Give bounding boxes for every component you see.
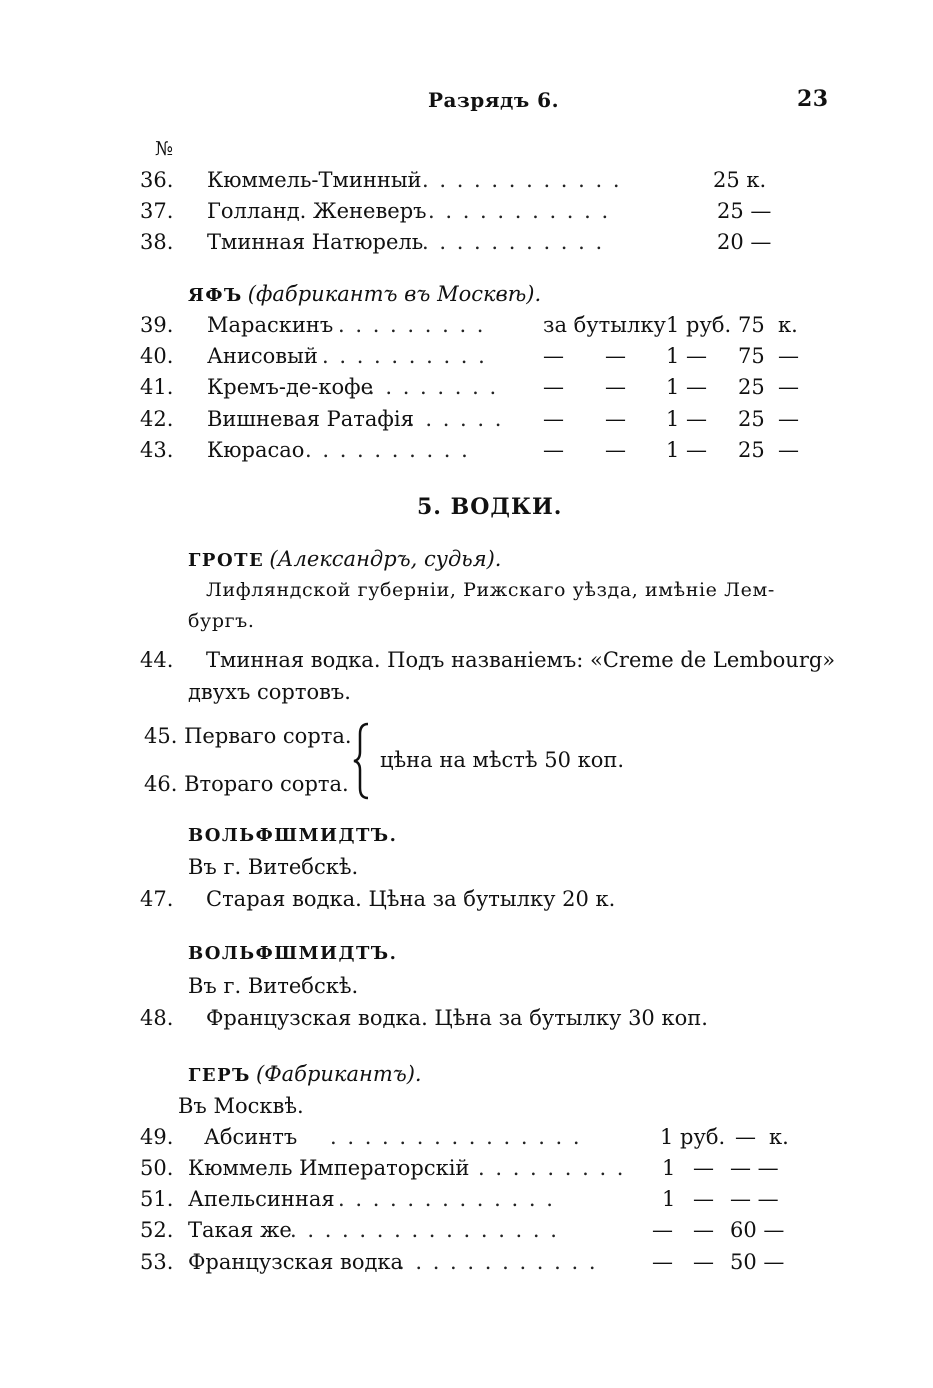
brace-price-note: цѣна на мѣстѣ 50 коп. [380,748,625,772]
item-number: 47. [140,887,174,911]
leader-dots: . . . . . . . . . [478,1156,626,1180]
item-number: 38. [140,230,174,254]
item-description: Старая водка. Цѣна за бутылку 20 к. [206,887,616,911]
item-name: Такая же [188,1218,292,1242]
price-kop: 75 [738,313,765,337]
producer-name: ГЕРЪ [188,1065,251,1086]
price-col: — [693,1250,714,1274]
leader-dots: . . . . . . . . . . . . . [338,1187,555,1211]
ditto-mark: — [605,344,626,368]
item-description: Французская водка. Цѣна за бутылку 30 коп. [206,1006,708,1030]
item-number: 40. [140,344,174,368]
price-suffix: к. [778,313,798,337]
item-name: Французская водка [188,1250,404,1274]
brace-icon [352,722,374,800]
section-title: 5. ВОДКИ. [417,494,563,520]
price-rub: 1 — [666,407,708,431]
price-suffix: — [778,438,799,462]
unit-label: за бутылку [543,313,666,337]
numero-sign: № [155,138,173,160]
item-number: 43. [140,438,174,462]
price-col: — [693,1156,714,1180]
ditto-mark: — [605,438,626,462]
leader-dots: . . . . . . . . [368,375,499,399]
price-rub: 1 руб. [660,1125,726,1149]
item-name: Кюммель-Тминный [207,168,422,192]
item-name: Тминная Натюрель [207,230,424,254]
item-name: Вишневая Ратафія [207,407,414,431]
item-number: 52. [140,1218,174,1242]
price-suffix: 60 — [730,1218,785,1242]
ditto-mark: — [605,375,626,399]
leader-dots: . . . . . . . . . . . [422,230,605,254]
address-line: бургъ. [188,610,255,632]
price-kop: 25 [738,375,765,399]
item-name: Кремъ-де-кофе [207,375,374,399]
price-rub: 1 [662,1156,676,1180]
item-number: 50. [140,1156,174,1180]
price-rub: 1 — [666,375,708,399]
price-rub: 1 руб. [666,313,732,337]
ditto-mark: — [543,375,564,399]
leader-dots: . . . . . . . . . . . . [422,168,622,192]
price-rub: 1 [662,1187,676,1211]
item-number: 53. [140,1250,174,1274]
ditto-mark: — [605,407,626,431]
producer-name: ВОЛЬФШМИДТЪ. [188,943,398,964]
price-col: — [735,1125,756,1149]
item-number: 37. [140,199,174,223]
leader-dots: . . . . . . . . . . . . . . . [330,1125,582,1149]
price-rub: — [652,1218,673,1242]
producer-heading-yaf [188,284,541,305]
producer-heading-ger [188,1064,422,1085]
running-header: Разрядъ 6. [428,88,560,112]
item-description: Тминная водка. Подъ названіемъ: «Creme de Lembourg» [206,648,836,672]
producer-name: ГРОТЕ [188,550,265,571]
leader-dots: . . . . . . [408,407,504,431]
price-suffix: к. [769,1125,789,1149]
price-kop: 25 [738,407,765,431]
price-rub: 1 — [666,438,708,462]
ditto-mark: — [543,344,564,368]
price-suffix: — [778,375,799,399]
item-number: 51. [140,1187,174,1211]
producer-name: ВОЛЬФШМИДТЪ. [188,825,398,846]
leader-dots: . . . . . . . . . . [305,438,470,462]
producer-city: Въ г. Витебскѣ. [188,974,359,998]
address-line: Лифляндской губерніи, Рижскаго уѣзда, имѣніе Лем- [206,579,775,601]
item-name: Абсинтъ [204,1125,298,1149]
producer-city: Въ Москвѣ. [178,1094,304,1118]
item-name: Апельсинная [188,1187,335,1211]
leader-dots: . . . . . . . . . [338,313,486,337]
producer-name: ЯФЪ [188,285,243,306]
price-suffix: — — [730,1187,779,1211]
item-name: Голланд. Женеверъ [207,199,427,223]
page-number: 23 [797,86,829,112]
producer-heading-grote [188,549,501,570]
price-col: — [693,1187,714,1211]
item-description: двухъ сортовъ. [188,680,351,704]
item-name: Мараскинъ [207,313,334,337]
price-suffix: — — [730,1156,779,1180]
item-name: Кюрасао [207,438,305,462]
leader-dots: . . . . . . . . . . [322,344,487,368]
item-price: 25 к. [713,168,767,192]
price-suffix: — [778,407,799,431]
ditto-mark: — [543,438,564,462]
item-price: 20 — [717,230,772,254]
item-number: 48. [140,1006,174,1030]
price-kop: 75 [738,344,765,368]
list-item: 46. Втораго сорта. [144,772,349,796]
price-col: — [693,1218,714,1242]
leader-dots: . . . . . . . . . . . . [398,1250,598,1274]
producer-city: Въ г. Витебскѣ. [188,855,359,879]
item-price: 25 — [717,199,772,223]
price-suffix: 50 — [730,1250,785,1274]
producer-note: (Фабрикантъ). [256,1062,422,1086]
leader-dots: . . . . . . . . . . . [428,199,611,223]
producer-note: (Александръ, судья). [269,547,502,571]
price-rub: — [652,1250,673,1274]
item-name: Анисовый [207,344,318,368]
price-suffix: — [778,344,799,368]
item-number: 41. [140,375,174,399]
list-item: 45. Перваго сорта. [144,724,352,748]
item-number: 39. [140,313,174,337]
item-number: 49. [140,1125,174,1149]
ditto-mark: — [543,407,564,431]
item-number: 44. [140,648,174,672]
price-rub: 1 — [666,344,708,368]
item-number: 42. [140,407,174,431]
producer-note: (фабрикантъ въ Москвѣ). [247,282,542,306]
item-number: 36. [140,168,174,192]
price-kop: 25 [738,438,765,462]
item-name: Кюммель Императорскій [188,1156,470,1180]
leader-dots: . . . . . . . . . . . . . . . . [290,1218,559,1242]
